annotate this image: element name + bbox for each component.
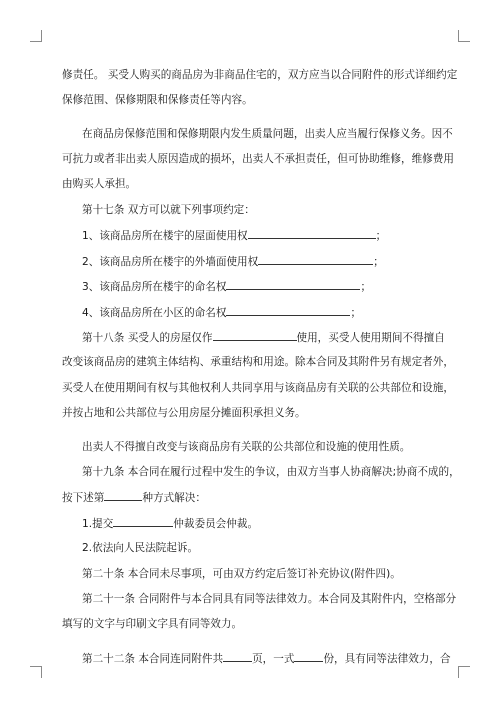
article-17-item-3 — [82, 278, 371, 294]
article-17-item-1 — [82, 227, 386, 243]
roof-use-blank[interactable] — [248, 227, 376, 239]
article-17-item-4 — [82, 304, 361, 320]
quality-paragraph-line-1: 在商品房保修范围和保修期限内发生质量问题，出卖人应当履行保修义务。因不 — [82, 128, 453, 140]
item-3-semicolon: ； — [360, 281, 372, 293]
article-22-text-a: 第二十二条 本合同连同附件共 — [82, 653, 224, 665]
article-18-line-2: 改变该商品房的建筑主体结构、承重结构和用途。除本合同及其附件另有规定者外， — [62, 356, 454, 368]
option-1-text-a: 1.提交 — [82, 518, 114, 530]
arbitration-committee-blank[interactable] — [113, 515, 173, 527]
resolution-method-blank[interactable] — [104, 489, 142, 501]
option-1-line — [82, 515, 258, 531]
article-18-line-4: 并按占地和公共部位与公用房屋分摊面积承担义务。 — [62, 407, 306, 419]
option-2-line: 2.依法向人民法院起诉。 — [82, 542, 199, 554]
copy-count-blank[interactable] — [294, 650, 323, 662]
community-naming-blank[interactable] — [226, 304, 350, 316]
item-4-semicolon: ； — [350, 307, 362, 319]
house-use-blank[interactable] — [213, 329, 297, 341]
quality-paragraph-line-3: 由购买人承担。 — [62, 178, 137, 190]
wall-use-blank[interactable] — [258, 253, 373, 265]
article-22-text-b: 页，一式 — [252, 653, 295, 665]
article-19-text-a: 按下述第 — [62, 492, 105, 504]
article-21-line-1: 第二十一条 合同附件与本合同具有同等法律效力。本合同及其附件内，空格部分 — [82, 593, 457, 605]
article-18-line-3: 买受人在使用期间有权与其他权利人共同享用与该商品房有关联的公共部位和设施， — [62, 382, 454, 394]
article-18-text-b: 使用，买受人使用期间不得擅自 — [296, 332, 445, 344]
page-count-blank[interactable] — [223, 650, 252, 662]
article-21-line-2: 填写的文字与印刷文字具有同等效力。 — [62, 618, 243, 630]
article-22-text-c: 份，具有同等法律效力，合 — [323, 653, 451, 665]
crop-mark-top-left — [30, 30, 42, 42]
article-18-line-1 — [82, 329, 445, 345]
article-19-line-1: 第十九条 本合同在履行过程中发生的争议，由双方当事人协商解决;协商不成的， — [82, 466, 460, 478]
article-17-item-2 — [82, 253, 384, 269]
article-22-line-1 — [82, 650, 451, 666]
item-1-text: 1、该商品房所在楼宇的屋面使用权 — [82, 230, 248, 242]
article-18-text-a: 第十八条 买受人的房屋仅作 — [82, 332, 213, 344]
crop-mark-bottom-left — [30, 666, 42, 678]
article-19-line-2 — [62, 489, 206, 505]
article-17-heading: 第十七条 双方可以就下列事项约定： — [82, 204, 255, 216]
crop-mark-bottom-right — [458, 666, 470, 678]
article-19-text-b: 种方式解决： — [142, 492, 206, 504]
option-1-text-b: 仲裁委员会仲裁。 — [173, 518, 259, 530]
quality-paragraph-line-2: 可抗力或者非出卖人原因造成的损坏，出卖人不承担责任，但可协助维修，维修费用 — [62, 153, 454, 165]
item-2-semicolon: ； — [373, 256, 384, 268]
warranty-paragraph-line-2: 保修范围、保修期限和保修责任等内容。 — [62, 94, 253, 106]
seller-obligation-line: 出卖人不得擅自改变与该商品房有关联的公共部位和设施的使用性质。 — [82, 441, 411, 453]
warranty-paragraph-line-1: 修责任。 买受人购买的商品房为非商品住宅的，双方应当以合同附件的形式详细约定 — [62, 69, 458, 81]
article-20-line: 第二十条 本合同未尽事项，可由双方约定后签订补充协议(附件四)。 — [82, 568, 401, 580]
building-naming-blank[interactable] — [226, 278, 360, 290]
item-1-semicolon: ； — [375, 230, 387, 242]
item-4-text: 4、该商品房所在小区的命名权 — [82, 307, 227, 319]
item-2-text: 2、该商品房所在楼宇的外墙面使用权 — [82, 256, 259, 268]
crop-mark-top-right — [458, 30, 470, 42]
item-3-text: 3、该商品房所在楼宇的命名权 — [82, 281, 227, 293]
